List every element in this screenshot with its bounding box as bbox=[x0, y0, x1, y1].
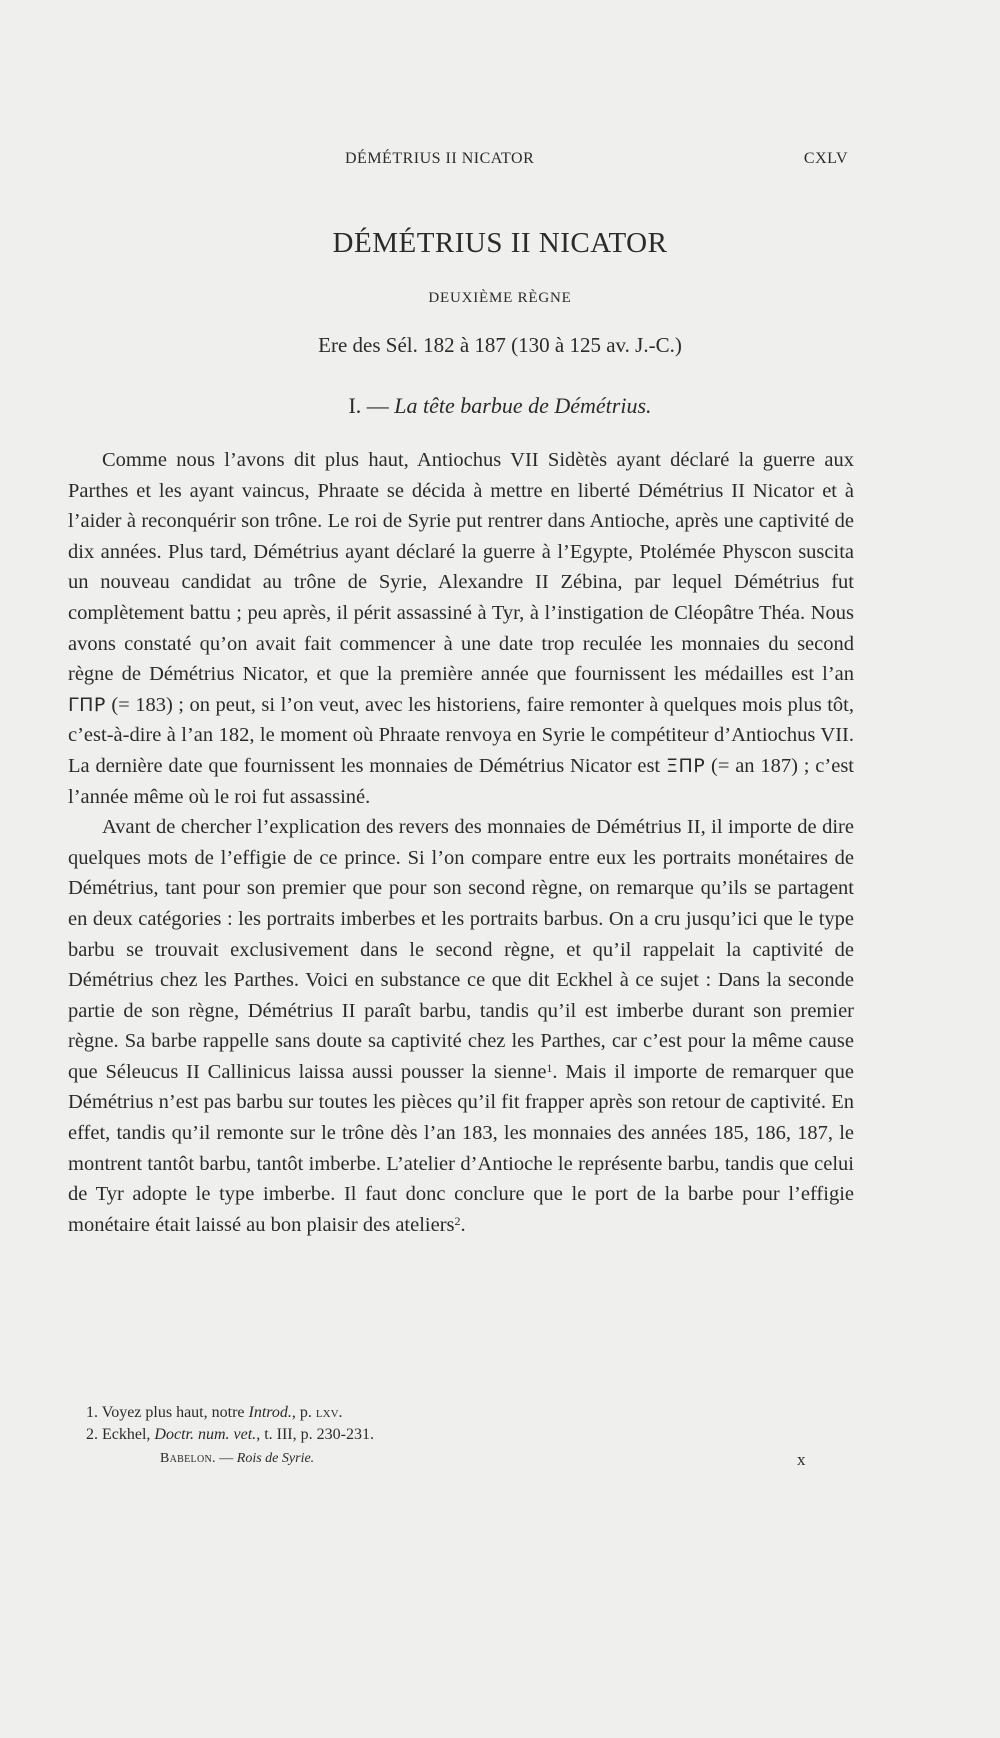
gathering-mark: x bbox=[797, 1450, 806, 1469]
paragraph-2-text-c: . bbox=[460, 1213, 466, 1236]
paragraph-1-text-b: (= 183) ; on peut, si l’on veut, avec les historiens, faire remonter à quelques mois plus tôt, c’est-à-dire à l’an 182, le moment où Phraate renvoya en Syrie le compétiteur d’Antiochus VII. La dernière date que fournissent les monnaies de Démétrius Nicator est bbox=[68, 693, 854, 777]
footnote-1-text: Voyez plus haut, notre bbox=[98, 1404, 249, 1421]
running-head-title: DÉMÉTRIUS II NICATOR bbox=[345, 150, 535, 167]
paragraph-1 bbox=[68, 445, 854, 812]
greek-date-187: ΞΠΡ bbox=[665, 754, 706, 777]
paragraph-2-text-a: Avant de chercher l’explication des revers des monnaies de Démétrius II, il importe de dire quelques mots de l’effigie de ce prince. Si l’on compare entre eux les portraits monétaires de Démétrius, tant pour son premier que pour son second règne, on remarque qu’ils se partagent en deux catégories : les portraits imberbes et les portraits barbus. On a cru jusqu’ici que le type barbu se trouvait exclusivement dans le second règne, et qu’il rappelait la captivité de Démétrius chez les Parthes. Voici en substance ce que dit Eckhel à ce sujet : Dans la seconde partie de son règne, Démétrius II paraît barbu, tandis qu’il est imberbe durant son premier règne. Sa barbe rappelle sans doute sa captivité chez les Parthes, car c’est pour la même cause que Séleucus II Callinicus laissa aussi pousser la sienne bbox=[68, 816, 854, 1083]
greek-date-183: ΓΠΡ bbox=[68, 693, 106, 716]
footnote-1-work: Introd. bbox=[248, 1404, 292, 1421]
footnotes bbox=[86, 1402, 786, 1446]
signature-author: Babelon. bbox=[160, 1451, 216, 1466]
signature-dash: — bbox=[215, 1451, 237, 1466]
section-number: I. — bbox=[348, 393, 395, 418]
footnote-2-work: Doctr. num. vet. bbox=[154, 1426, 257, 1443]
section-heading bbox=[0, 393, 1000, 419]
running-head bbox=[68, 150, 848, 174]
paragraph-2-text-b: . Mais il importe de remarquer que Démétrius n’est pas barbu sur toutes les pièces qu’il fit frapper après son retour de captivité. En effet, tandis qu’il remonte sur le trône dès l’an 183, les monnaies des années 185, 186, 187, le montrent tantôt barbu, tantôt imberbe. L’atelier d’Antioche le représente barbu, tandis que celui de Tyr adopte le type imberbe. Il faut donc conclure que le port de la barbe pour l’effigie monétaire était laissé au bon plaisir des ateliers bbox=[68, 1060, 854, 1236]
footnote-1 bbox=[86, 1402, 786, 1424]
footnote-2-number: 2. bbox=[86, 1426, 98, 1443]
chapter-subtitle: DEUXIÈME RÈGNE bbox=[428, 290, 572, 306]
footnote-2-author: Eckhel, bbox=[98, 1426, 155, 1443]
chapter-title: DÉMÉTRIUS II NICATOR bbox=[332, 227, 668, 259]
signature-book: Rois de Syrie. bbox=[236, 1451, 315, 1466]
footnote-1-page-label: , p. bbox=[291, 1404, 316, 1421]
footnote-1-end: . bbox=[338, 1404, 343, 1421]
footnote-ref-1[interactable]: 1 bbox=[546, 1060, 553, 1075]
paragraph-1-text-a: Comme nous l’avons dit plus haut, Antiochus VII Sidètès ayant déclaré la guerre aux Parthes et les ayant vaincus, Phraate se décida à mettre en liberté Démétrius II Nicator et à l’aider à reconquérir son trône. Le roi de Syrie put rentrer dans Antioche, après une captivité de dix années. Plus tard, Démétrius ayant déclaré la guerre à l’Egypte, Ptolémée Physcon suscita un nouveau candidat au trône de Syrie, Alexandre II Zébina, par lequel Démétrius fut complètement battu ; peu après, il périt assassiné à Tyr, à l’instigation de Cléopâtre Théa. Nous avons constaté qu’on avait fait commencer à une date trop reculée les monnaies du second règne de Démétrius Nicator, et que la première année que fournissent les médailles est l’an bbox=[68, 449, 854, 686]
footnote-ref-2[interactable]: 2 bbox=[454, 1213, 461, 1228]
paragraph-1-text-c: (= an 187) ; c’est l’année même où le roi fut assassiné. bbox=[68, 754, 854, 808]
page-number: CXLV bbox=[803, 150, 848, 167]
footnote-2-ref: , t. III, p. 230-231. bbox=[256, 1426, 374, 1443]
footnote-1-number: 1. bbox=[86, 1404, 98, 1421]
era-dates: Ere des Sél. 182 à 187 (130 à 125 av. J.-C.) bbox=[318, 333, 682, 357]
footnote-1-page: lxv bbox=[315, 1404, 339, 1421]
printer-signature bbox=[160, 1451, 314, 1467]
footnote-2 bbox=[86, 1424, 786, 1446]
paragraph-2 bbox=[68, 812, 854, 1240]
section-title: La tête barbue de Démétrius. bbox=[394, 393, 652, 418]
body-text bbox=[68, 445, 854, 1240]
